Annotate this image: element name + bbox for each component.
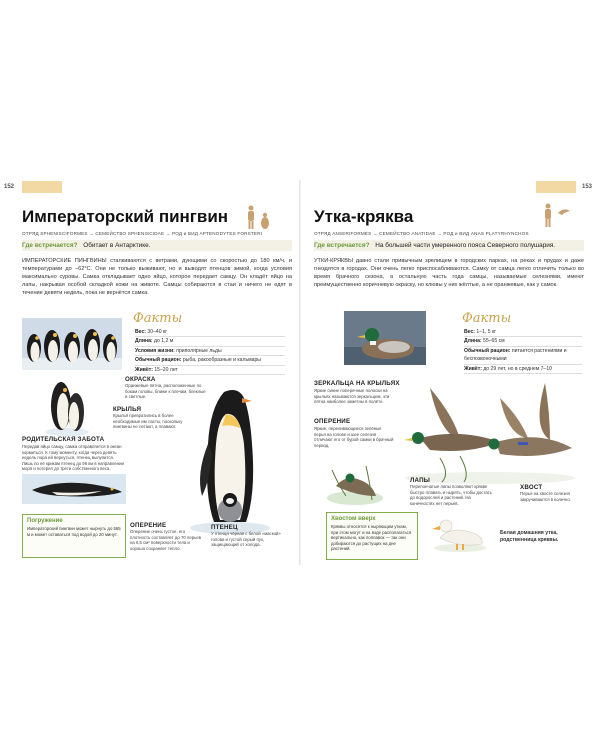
callout-mirror-heading: ЗЕРКАЛЬЦА НА КРЫЛЬЯХ [314,380,400,387]
fact-row: Длина: до 1,2 м [135,337,285,346]
white-duck-note: Белая домашняя утка, родственница кряквы. [500,530,559,543]
swimming-penguin-illustration [22,474,126,504]
callout-plumage-heading: ОПЕРЕНИЕ [130,522,167,529]
facts-title-penguin: Факты [133,311,183,326]
fact-row: Длина: 55–65 см [464,337,582,346]
fact-row: Вес: 1–1, 5 кг [464,328,582,337]
title-penguin: Императорский пингвин [22,207,229,226]
diving-heading: Погружение [27,518,63,524]
callout-chick-text: У птенца чёрная с белой «маской» голова и густой серый пух, защищающий от холода. [211,531,281,548]
habitat-text: Обитает в Антарктике. [83,242,151,249]
book-gutter [299,180,301,565]
penguin-pair-illustration [44,376,90,436]
penguin-colony-photo [22,318,122,370]
emperor-penguin-illustration [190,384,270,534]
habitat-penguin [22,240,292,251]
callout-plumage-heading: ОПЕРЕНИЕ [314,418,351,425]
tail-up-fact-box [326,512,418,560]
section-tab-left [22,181,62,193]
habitat-label: Где встречается? [22,242,78,249]
fact-row: Обычный рацион: рыба, ракообразные и кальмары [135,356,285,365]
facts-penguin [135,328,285,375]
fact-row: Обычный рацион: питается растениями и беспозвоночными [464,347,582,365]
section-tab-right [536,181,576,193]
taxonomy-penguin: ОТРЯД SPHENISCIFORMES → СЕМЕЙСТВО SPHENISCIDAE → РОД и ВИД APTENODYTES FORSTERI [22,231,263,236]
fact-row: Живёт: 15–20 лет [135,366,285,375]
callout-color-text: Оранжевые пятна, расположенные по бокам головы, ближе к плечам, блеклые и светлые. [125,383,206,400]
callout-plumage-text: Оперение очень густое, его плотность составляет до 70 перьев на 6,5 см² поверхности тела и хорошо сохраняет тепло. [130,529,202,551]
callout-tail-text: Перья на хвосте селезня закручиваются в колечко. [520,491,571,502]
callout-tail-heading: ХВОСТ [520,484,543,491]
diving-text: Императорский пингвин может нырнуть до 565 м и может оставаться под водой до 20 минут. [27,526,121,537]
taxonomy-mallard: ОТРЯД ANSERIFORMES → СЕМЕЙСТВО ANATIDAE → РОД и ВИД ANAS PLATYRHYNCHOS [314,231,529,236]
title-mallard: Утка-кряква [314,207,414,226]
fact-row: Живёт: до 29 лет, но в среднем 7–10 [464,365,582,374]
callout-feet-heading: ЛАПЫ [410,477,431,484]
flying-mallards-illustration [400,378,580,488]
tail-up-text: Кряквы относятся к ныряющим уткам, при этом могут и на воде располагаться вертикально, как поплавок — так они добираются до растущих на дне растений. [331,524,412,552]
page-number-left: 152 [4,184,15,190]
callout-color-heading: ОКРАСКА [125,376,156,383]
callout-feet-text: Перепончатые лапы позволяют кряквe быстро плавать и нырять, чтобы достать до водорослей и растений. На конечностях нет перьев. [410,484,492,506]
callout-care-heading: РОДИТЕЛЬСКАЯ ЗАБОТА [22,436,105,443]
intro-penguin: ИМПЕРАТОРСКИЕ ПИНГВИНЫ сталкиваются с ветрами, дующими со скоростью до 180 км/ч, и температурами до −62°C. Они не только выживают, но и выводят птенцов зимой, когда условия максимально суровы. Самка откладывает одно яйцо, которое передает самцу. Он кладёт яйцо на лапы, накрывая особой складкой кожи на животе. Самцы собираются в стаи и ничего не едят в течение девяти недель, пока не вернётся самка. [22,258,292,296]
callout-chick-heading: ПТЕНЕЦ [211,524,238,531]
habitat-mallard [314,240,584,251]
habitat-label: Где встречается? [314,242,370,249]
white-duck-illustration [430,510,490,552]
dabbling-duck-illustration [326,456,384,506]
page-number-right: 153 [582,184,593,190]
callout-wings-text: Крылья превратились в более необходимые им ласты, поскольку пингвины не летают, а плавают. [113,413,183,430]
diving-fact-box [22,514,126,558]
callout-care-text: Передав яйцо самцу, самка отправляется в океан кормиться. К тому моменту, когда через девять недель пора ей вернуться, птенец вылупится. Лишь по её крикам птенец до 96 км в направлении моря и потерял до трети собственного веса. [22,444,124,472]
tail-up-heading: Хвостом вверх [331,516,376,522]
facts-mallard [464,328,582,374]
habitat-text: На большей части умеренного пояса Северного полушария. [375,242,556,249]
size-comparison-icon [540,203,572,228]
fact-row: Условия жизни: приполярные льды [135,347,285,356]
callout-plumage-text: Яркие, переливающиеся зелёные перья на голове и шее селезня отличают его от бурой самки в брачный период. [314,426,394,448]
fact-row: Вес: 30–40 кг [135,328,285,337]
size-comparison-icon [243,205,273,230]
mallard-photo [344,311,426,365]
intro-mallard: УТКИ-КРЯКВЫ давно стали привычным зрелищем в городских парках, на реках и прудах и даже гнездятся в городах. Они очень легко приспосабливаются. Самку от самца легко отличить только во время брачного сезона, а остальную часть года самцы, называемые селезнями, имеют преимущественно коричневую окраску, но клювы у них жёлтые, а не оранжевые, как у самок. [314,258,584,288]
callout-wings-heading: КРЫЛЬЯ [113,406,142,413]
callout-mirror-text: Яркие синие поперечные полоски на крыльях называются зеркальцем, эти пятна наиболее заметны в полёте. [314,388,390,405]
facts-title-mallard: Факты [462,311,512,326]
